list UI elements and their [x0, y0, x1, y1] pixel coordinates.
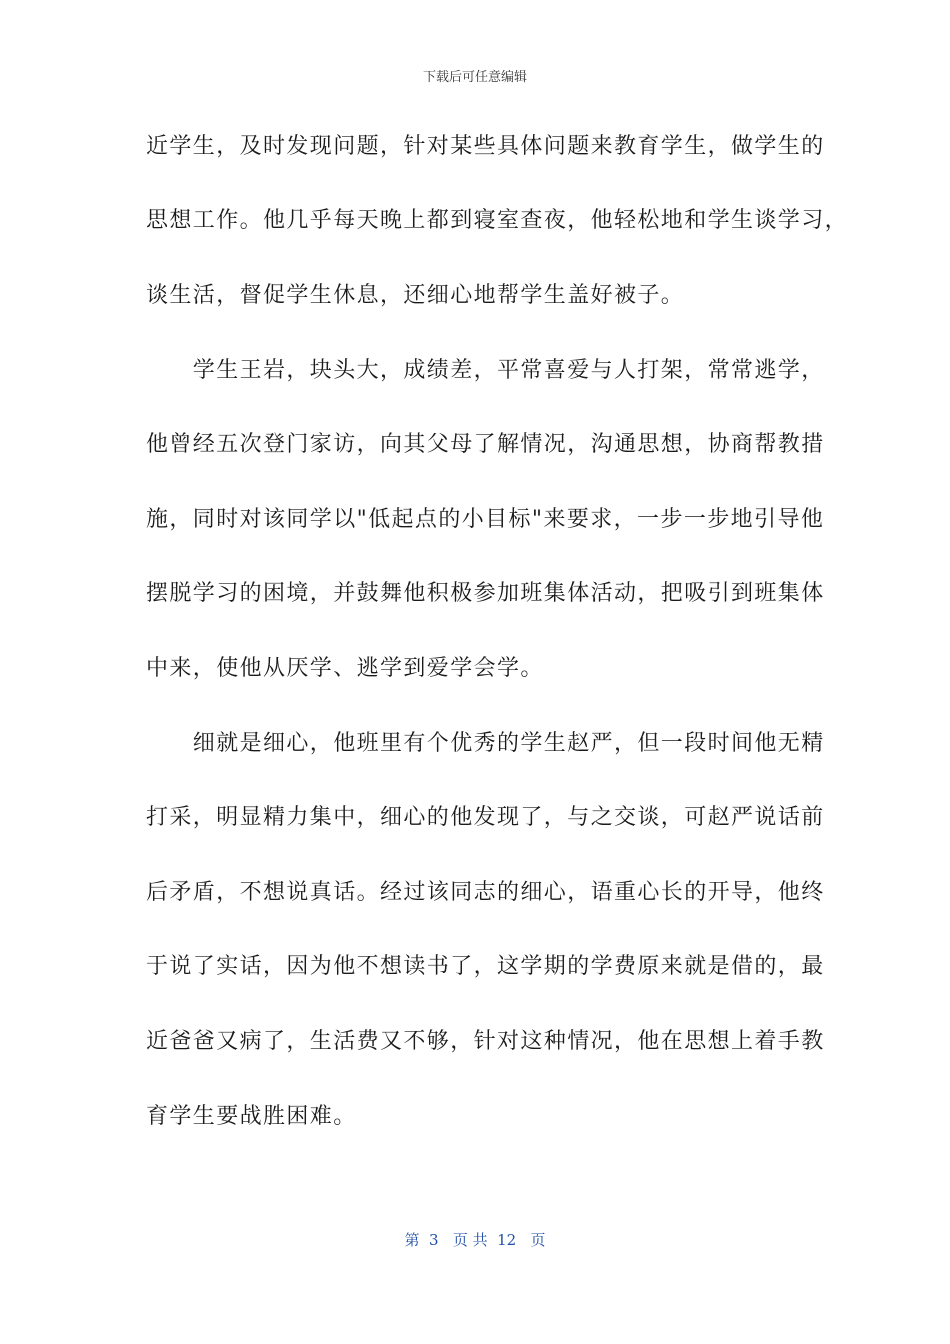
body-line: 摆脱学习的困境，并鼓舞他积极参加班集体活动，把吸引到班集体	[146, 581, 825, 606]
body-line: 他曾经五次登门家访，向其父母了解情况，沟通思想，协商帮教措	[146, 432, 825, 457]
body-line: 学生王岩，块头大，成绩差，平常喜爱与人打架，常常逃学，	[146, 358, 825, 383]
body-line: 施，同时对该同学以"低起点的小目标"来要求，一步一步地引导他	[146, 507, 825, 532]
body-line: 近学生，及时发现问题，针对某些具体问题来教育学生，做学生的	[146, 134, 825, 159]
body-line: 谈生活，督促学生休息，还细心地帮学生盖好被子。	[146, 283, 685, 308]
body-line: 打采，明显精力集中，细心的他发现了，与之交谈，可赵严说话前	[146, 805, 825, 830]
body-line: 后矛盾，不想说真话。经过该同志的细心，语重心长的开导，他终	[146, 880, 825, 905]
page-footer: 第 3 页 共 12 页	[404, 1231, 546, 1249]
body-line: 中来，使他从厌学、逃学到爱学会学。	[146, 656, 544, 681]
body-line: 思想工作。他几乎每天晚上都到寝室查夜，他轻松地和学生谈学习，	[146, 208, 849, 233]
body-line: 近爸爸又病了，生活费又不够，针对这种情况，他在思想上着手教	[146, 1029, 825, 1054]
body-line: 育学生要战胜困难。	[146, 1104, 357, 1129]
body-line: 于说了实话，因为他不想读书了，这学期的学费原来就是借的，最	[146, 954, 825, 979]
body-line: 细就是细心，他班里有个优秀的学生赵严，但一段时间他无精	[146, 731, 825, 756]
header-note: 下载后可任意编辑	[422, 70, 527, 85]
